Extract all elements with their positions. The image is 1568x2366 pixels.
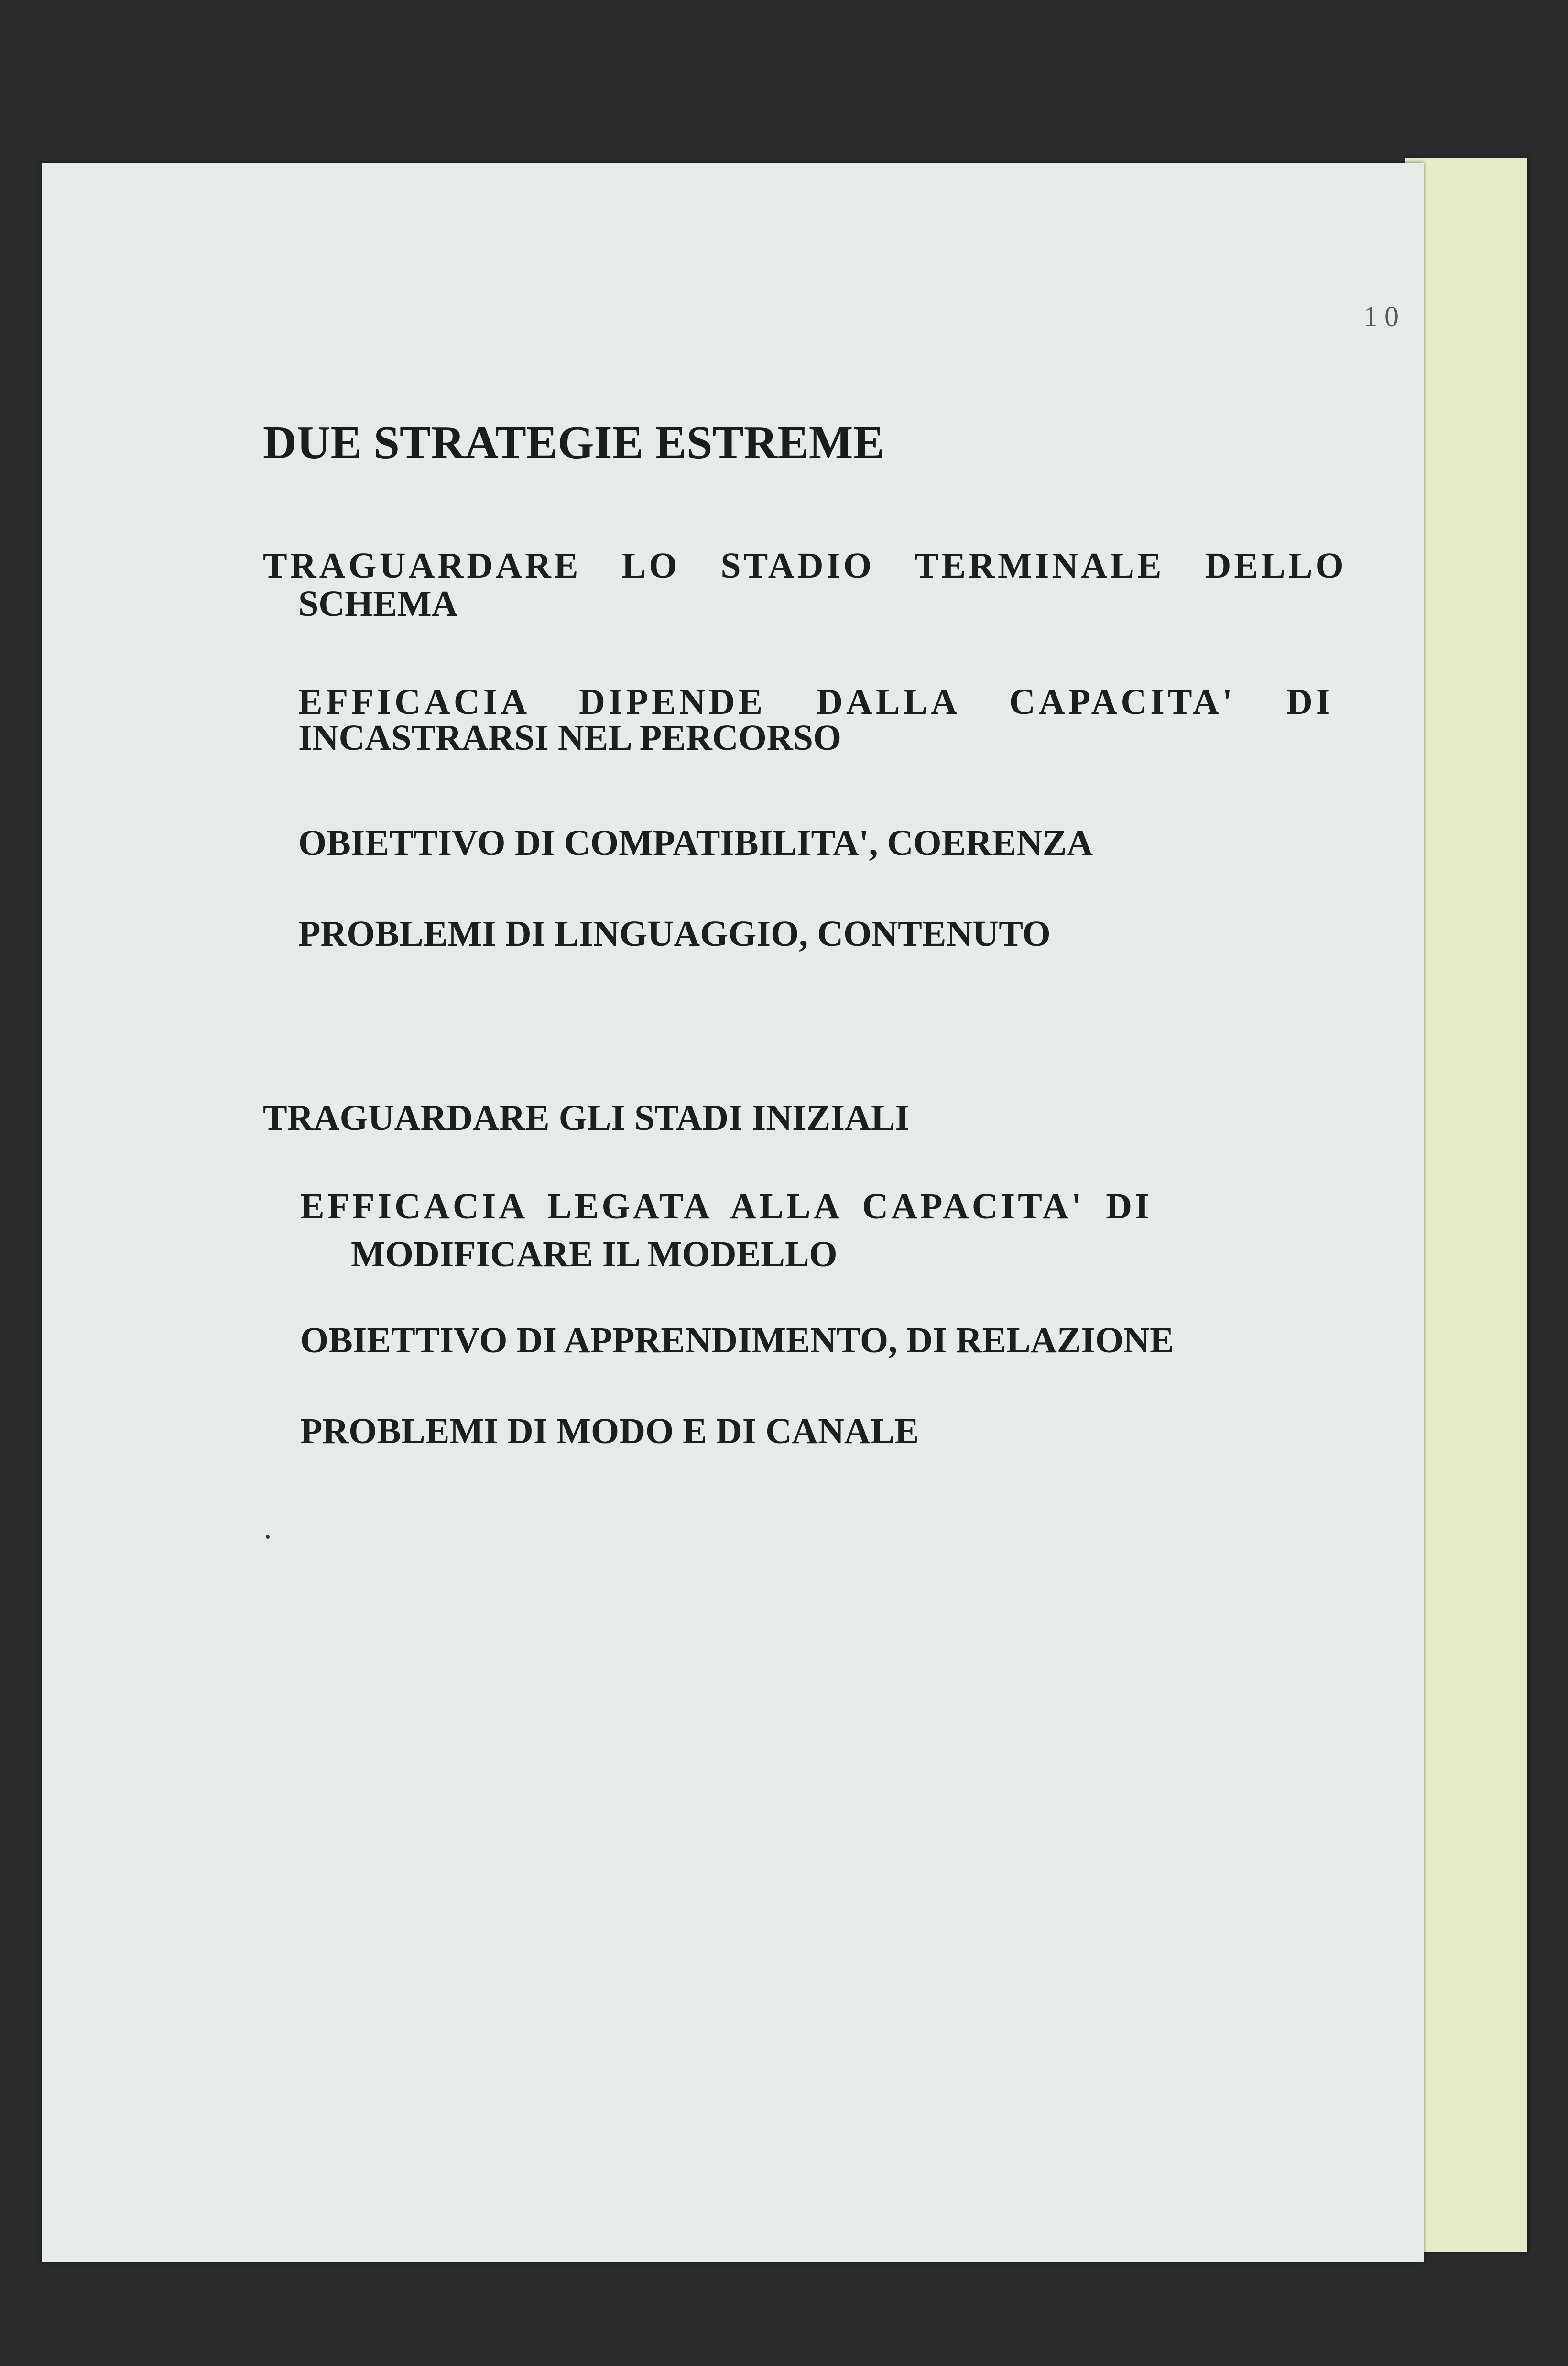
section2-item1-line1: EFFICACIA LEGATA ALLA CAPACITA' DI	[300, 1186, 1152, 1227]
section2-item1-line2: MODIFICARE IL MODELLO	[351, 1234, 838, 1274]
backing-sheet	[1405, 158, 1527, 2252]
section1-item3: PROBLEMI DI LINGUAGGIO, CONTENUTO	[298, 914, 1051, 954]
section1-item1-line2: INCASTRARSI NEL PERCORSO	[298, 718, 842, 758]
section1-item1-line1: EFFICACIA DIPENDE DALLA CAPACITA' DI	[298, 682, 1334, 722]
stray-mark	[266, 1535, 270, 1539]
section2-heading: TRAGUARDARE GLI STADI INIZIALI	[263, 1098, 910, 1138]
document-page	[42, 163, 1424, 2262]
section1-item2: OBIETTIVO DI COMPATIBILITA', COERENZA	[298, 823, 1093, 863]
section1-heading-line2: SCHEMA	[298, 584, 458, 624]
section2-item2: OBIETTIVO DI APPRENDIMENTO, DI RELAZIONE	[300, 1320, 1174, 1360]
page-title: DUE STRATEGIE ESTREME	[263, 417, 884, 469]
section2-item3: PROBLEMI DI MODO E DI CANALE	[300, 1411, 919, 1451]
page-number: 10	[1363, 301, 1405, 332]
section1-heading-line1: TRAGUARDARE LO STADIO TERMINALE DELLO	[263, 546, 1347, 586]
